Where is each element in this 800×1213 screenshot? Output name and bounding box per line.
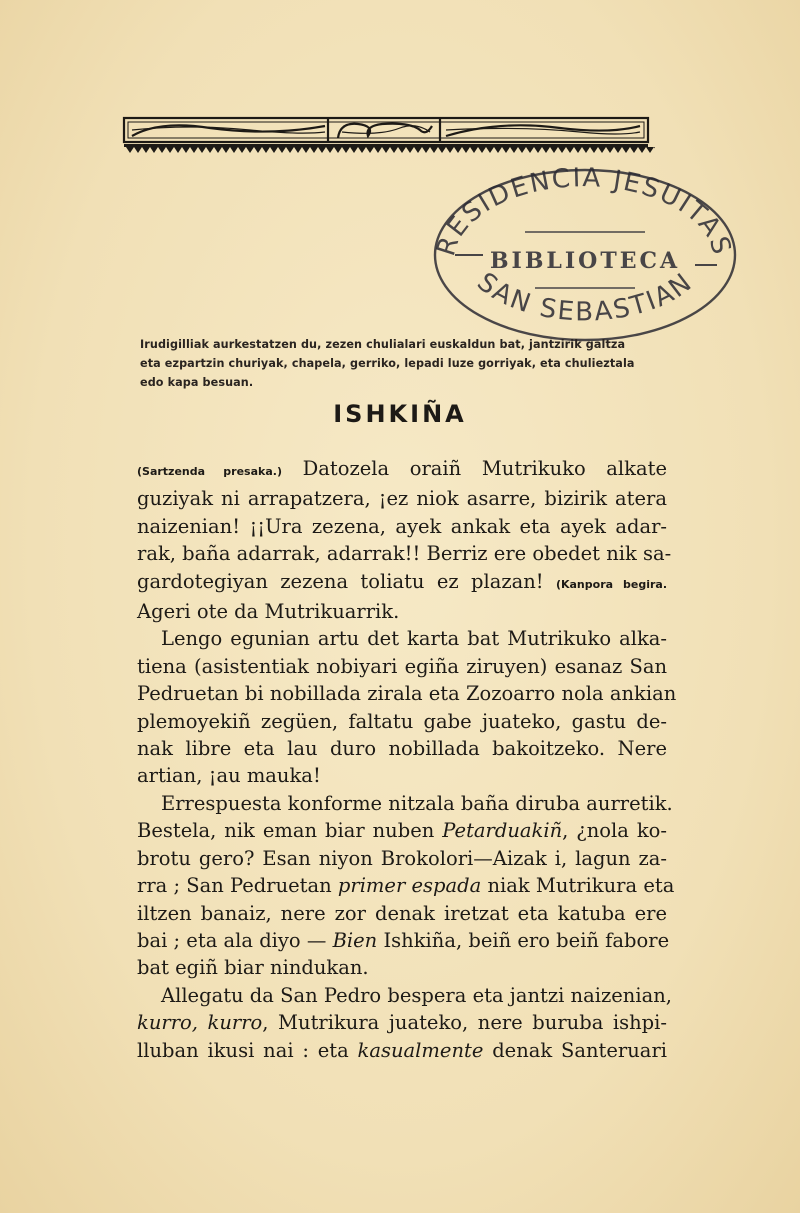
text-line: rak, baña adarrak, adarrak!! Berriz ere obedet nik sa-	[137, 542, 672, 566]
stage-direction: (Sartzenda presaka.)	[137, 465, 282, 478]
text-line: lluban ikusi nai : eta kasualmente denak Santeruari	[137, 1038, 667, 1062]
text-line: Lengo egunian artu det karta bat Mutrikuko alka-	[161, 627, 667, 651]
text-line: Pedruetan bi nobillada zirala eta Zozoarro nola ankian	[137, 682, 677, 706]
text-line: Ageri ote da Mutrikuarrik.	[137, 600, 400, 624]
text-line: bat egiñ biar nindukan.	[137, 956, 369, 980]
text-line: Errespuesta konforme nitzala baña diruba aurretik.	[161, 791, 673, 815]
text-line: naizenian! ¡¡Ura zezena, ayek ankak eta ayek adar-	[137, 514, 667, 538]
body-text	[137, 455, 677, 1064]
text-line: (Sartzenda presaka.) Datozela oraiñ Mutrikuko alkate	[137, 457, 667, 480]
stage-direction: (Kanpora begira.	[555, 577, 668, 591]
text-line: guziyak ni arrapatzera, ¡ez niok asarre, bizirik atera	[137, 487, 667, 511]
text-line: tiena (asistentiak nobiyari egiña ziruyen) esanaz San	[137, 654, 667, 678]
text-line: bai ; eta ala diyo — Bien Ishkiña, beiñ ero beiñ fabore	[137, 928, 670, 952]
caption-line: Irudigilliak aurkestatzen du, zezen chulialari euskaldun bat, jantzirik galtza	[140, 338, 626, 351]
stamp-center: BIBLIOTECA	[489, 248, 681, 274]
caption-line: eta ezpartzin churiyak, chapela, gerriko, lepadi luze gorriyak, eta chulieztala	[140, 357, 635, 370]
section-title: ISHKIÑA	[333, 400, 467, 428]
text-line: plemoyekiñ zegüen, faltatu gabe juateko, gastu de-	[137, 709, 667, 733]
svg-text:RESIDENCIA JESUITAS	[431, 163, 737, 259]
text-line: artian, ¡au mauka!	[137, 764, 321, 788]
text-line: iltzen banaiz, nere zor denak iretzat eta katuba ere	[137, 901, 667, 925]
text-line: rra ; San Pedruetan primer espada niak Mutrikura eta	[137, 874, 675, 898]
text-line: brotu gero? Esan niyon Brokolori—Aizak i, lagun za-	[137, 846, 667, 870]
stamp-arc-top: RESIDENCIA JESUITAS	[431, 163, 737, 260]
illustration-caption	[140, 335, 660, 392]
text-line: gardotegiyan zezena toliatu ez plazan! (Kanpora begira.	[137, 569, 668, 593]
text-line: nak libre eta lau duro nobillada bakoitzeko. Nere	[137, 737, 667, 761]
text-line: kurro, kurro, Mutrikura juateko, nere buruba ishpi-	[137, 1011, 667, 1035]
decorative-header-ornament	[120, 108, 655, 160]
stamp-arc-bottom: SAN SEBASTIAN	[471, 266, 699, 328]
library-stamp	[425, 160, 743, 345]
caption-line: edo kapa besuan.	[140, 376, 254, 389]
svg-text:SAN SEBASTIAN	[471, 267, 698, 328]
ornament-teeth	[126, 147, 655, 153]
text-line: Allegatu da San Pedro bespera eta jantzi naizenian,	[161, 983, 672, 1007]
text-line: Bestela, nik eman biar nuben Petarduakiñ, ¿nola ko-	[137, 819, 668, 843]
